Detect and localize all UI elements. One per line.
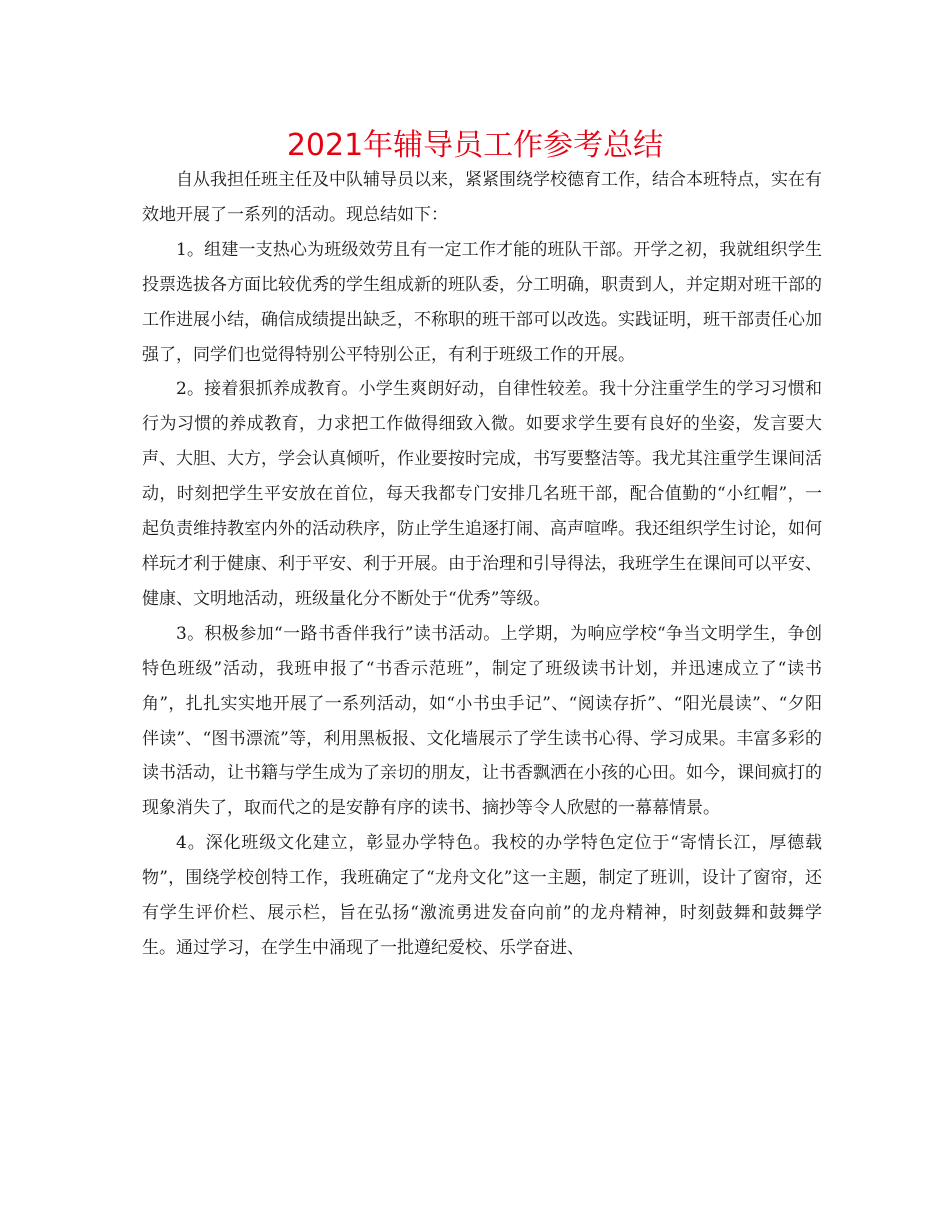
document-body <box>142 163 822 966</box>
paragraph-3: 3。积极参加“一路书香伴我行”读书活动。上学期，为响应学校“争当文明学生，争创特色班级”活动，我班申报了“书香示范班”，制定了班级读书计划，并迅速成立了“读书角”，扎扎实实地开展了一系列活动，如“小书虫手记”、“阅读存折”、“阳光晨读”、“夕阳伴读”、“图书漂流”等，利用黑板报、文化墙展示了学生读书心得、学习成果。丰富多彩的读书活动，让书籍与学生成为了亲切的朋友，让书香飘洒在小孩的心田。如今，课间疯打的现象消失了，取而代之的是安静有序的读书、摘抄等令人欣慰的一幕幕情景。 <box>142 623 822 819</box>
paragraph-intro: 自从我担任班主任及中队辅导员以来，紧紧围绕学校德育工作，结合本班特点，实在有效地开展了一系列的活动。现总结如下： <box>142 170 822 225</box>
paragraph-1: 1。组建一支热心为班级效劳且有一定工作才能的班队干部。开学之初，我就组织学生投票选拔各方面比较优秀的学生组成新的班队委，分工明确，职责到人，并定期对班干部的工作进展小结，确信成绩提出缺乏，不称职的班干部可以改选。实践证明，班干部责任心加强了，同学们也觉得特别公平特别公正，有利于班级工作的开展。 <box>142 239 822 365</box>
paragraph-4: 4。深化班级文化建立，彰显办学特色。我校的办学特色定位于“寄情长江，厚德载物”，围绕学校创特工作，我班确定了“龙舟文化”这一主题，制定了班训，设计了窗帘，还有学生评价栏、展示栏，旨在弘扬“激流勇进发奋向前”的龙舟精神，时刻鼓舞和鼓舞学生。通过学习，在学生中涌现了一批遵纪爱校、乐学奋进、 <box>142 833 822 958</box>
document-title: 2021年辅导员工作参考总结 <box>286 128 664 163</box>
paragraph-2: 2。接着狠抓养成教育。小学生爽朗好动，自律性较差。我十分注重学生的学习习惯和行为习惯的养成教育，力求把工作做得细致入微。如要求学生要有良好的坐姿，发言要大声、大胆、大方，学会认真倾听，作业要按时完成，书写要整洁等。我尤其注重学生课间活动，时刻把学生平安放在首位，每天我都专门安排几名班干部，配合值勤的“小红帽”，一起负责维持教室内外的活动秩序，防止学生追逐打闹、高声喧哗。我还组织学生讨论，如何样玩才利于健康、利于平安、利于开展。由于治理和引导得法，我班学生在课间可以平安、健康、文明地活动，班级量化分不断处于“优秀”等级。 <box>142 379 822 609</box>
